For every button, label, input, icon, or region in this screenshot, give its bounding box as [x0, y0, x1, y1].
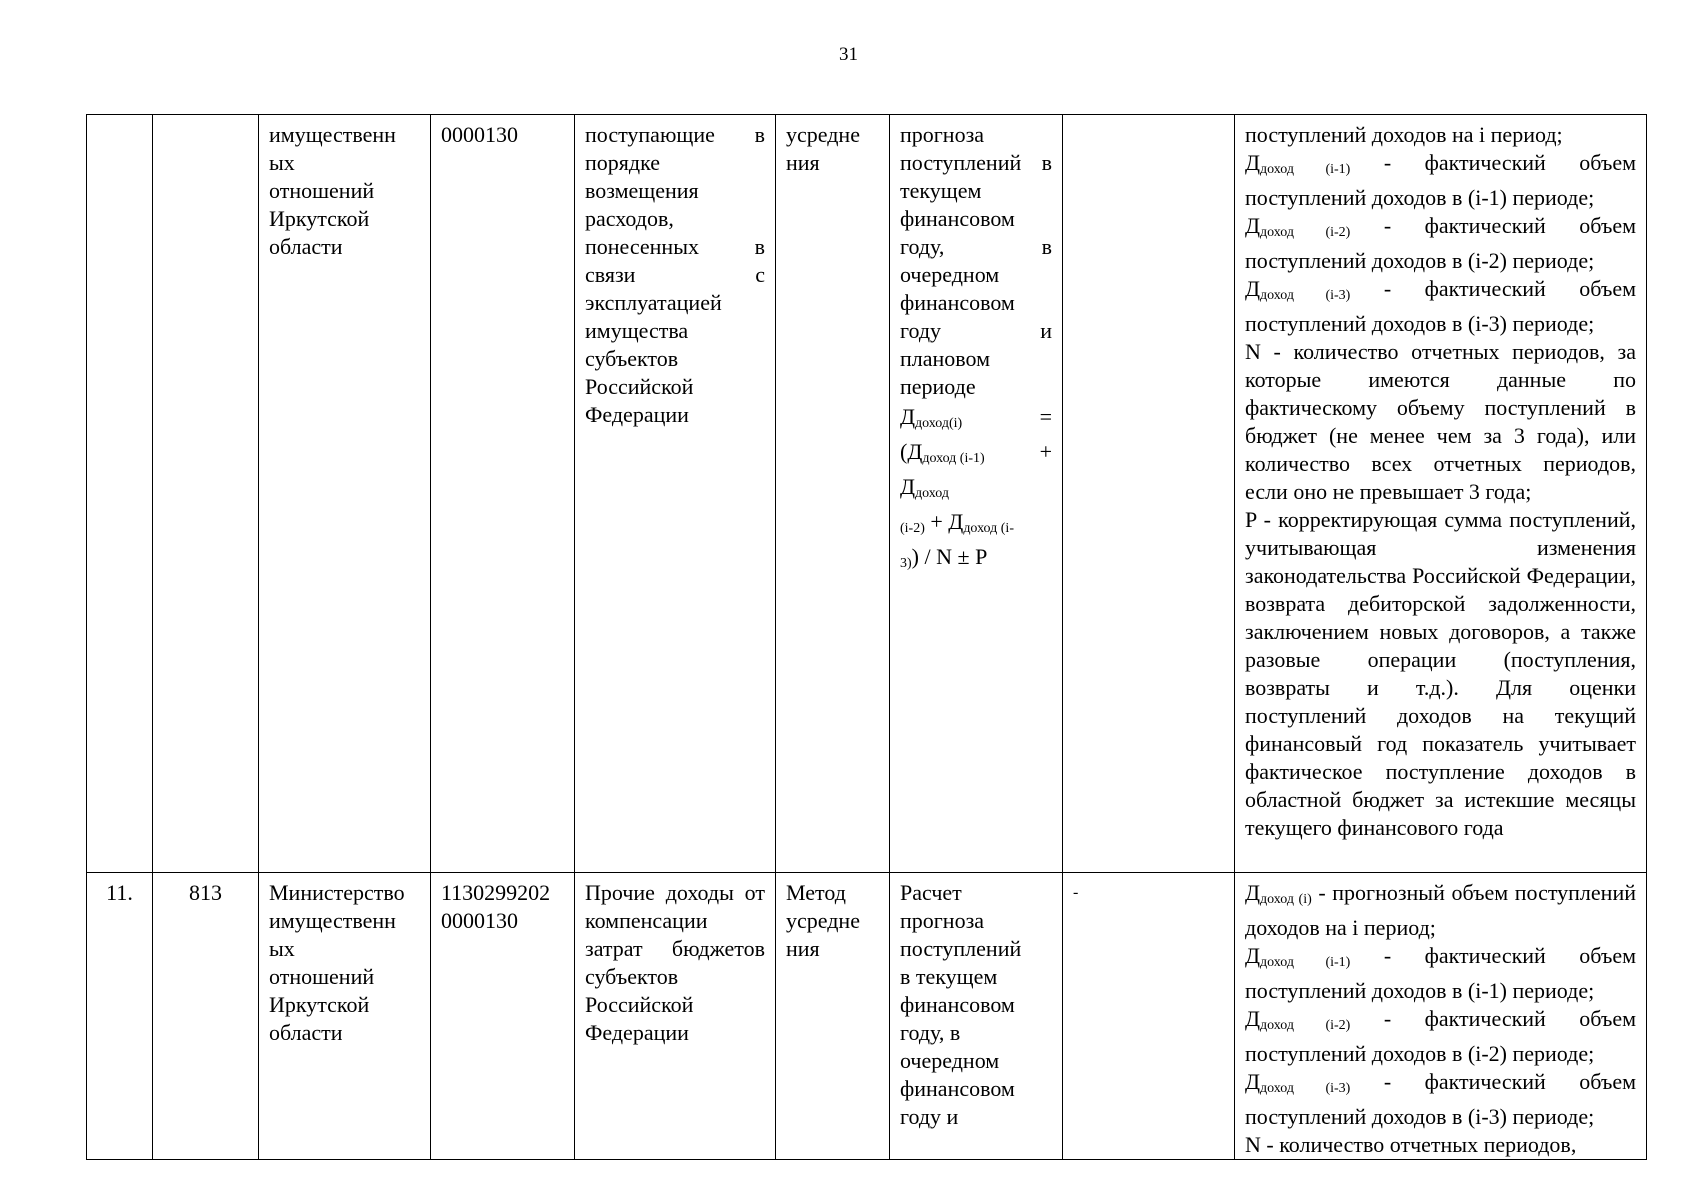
- explanation-cell: поступлений доходов на i период; $Д_{доход (i-1)}$ - фактический объем поступлений доходов в (i-1) периоде; $Д_{доход (i-2)}$ - фактический объем поступлений доходов в (i-2) периоде; $Д_{доход (i-3)}$ - фактический объем поступлений доходов в (i-3) периоде; N - количество отчетных периодов, за которые имеются данные по фактическому объему поступлений в бюджет (не менее чем за 3 года), или количество всех отчетных периодов, если оно не превышает 3 года; P - корректирующая сумма поступлений, учитывающая изменения законодательства Российской Федерации, возврата дебиторской задолженности, заключением новых договоров, а также разовые операции (поступления, возвраты и т.д.). Для оценки поступлений доходов на текущий финансовый год показатель учитывает фактическое поступление доходов в областной бюджет за истекшие месяцы текущего финансового года: [1235, 115, 1647, 873]
- row-number-cell: 11.: [87, 873, 153, 1160]
- page-number: 31: [839, 44, 858, 65]
- kbk-cell: 0000130: [431, 115, 575, 873]
- correction-cell: -: [1063, 873, 1235, 1160]
- administrator-cell: Министерство имущественн ых отношений Иркутской области: [259, 873, 431, 1160]
- algorithm-text: прогноза поступлений в текущем финансовом году, в очередном финансовом году и плановом периоде: [900, 122, 1052, 399]
- table-row: [87, 115, 1647, 873]
- explanation-cell: $Д_{доход (i)}$ - прогнозный объем поступлений доходов на i период; $Д_{доход (i-1)}$ - фактический объем поступлений доходов в (i-1) периоде; $Д_{доход (i-2)}$ - фактический объем поступлений доходов в (i-2) периоде; $Д_{доход (i-3)}$ - фактический объем поступлений доходов в (i-3) периоде; N - количество отчетных периодов,: [1235, 873, 1647, 1160]
- correction-cell: [1063, 115, 1235, 873]
- method-cell: Метод усредне ния: [776, 873, 890, 1160]
- kbk-cell: 1130299202 0000130: [431, 873, 575, 1160]
- revenue-name-cell: поступающие в порядке возмещения расходов, понесенных в связи с эксплуатацией имущества субъектов Российской Федерации: [575, 115, 776, 873]
- forecast-formula: $Д_{доход(i)}$ = ($Д_{доход (i-1)}$ + $Д_{доход}$ $_{(i-2)} + Д_{доход (i-}$ $_{3)}$) / N ± P: [900, 404, 1052, 571]
- table-row: [87, 873, 1647, 1160]
- administrator-cell: имущественн ых отношений Иркутской области: [259, 115, 431, 873]
- admin-code-cell: [153, 115, 259, 873]
- revenue-methodology-table: [86, 114, 1647, 1160]
- algorithm-cell: [890, 115, 1063, 873]
- method-cell: усредне ния: [776, 115, 890, 873]
- revenue-name-cell: Прочие доходы от компенсации затрат бюджетов субъектов Российской Федерации: [575, 873, 776, 1160]
- admin-code-cell: 813: [153, 873, 259, 1160]
- row-number-cell: [87, 115, 153, 873]
- algorithm-cell: Расчет прогноза поступлений в текущем финансовом году, в очередном финансовом году и: [890, 873, 1063, 1160]
